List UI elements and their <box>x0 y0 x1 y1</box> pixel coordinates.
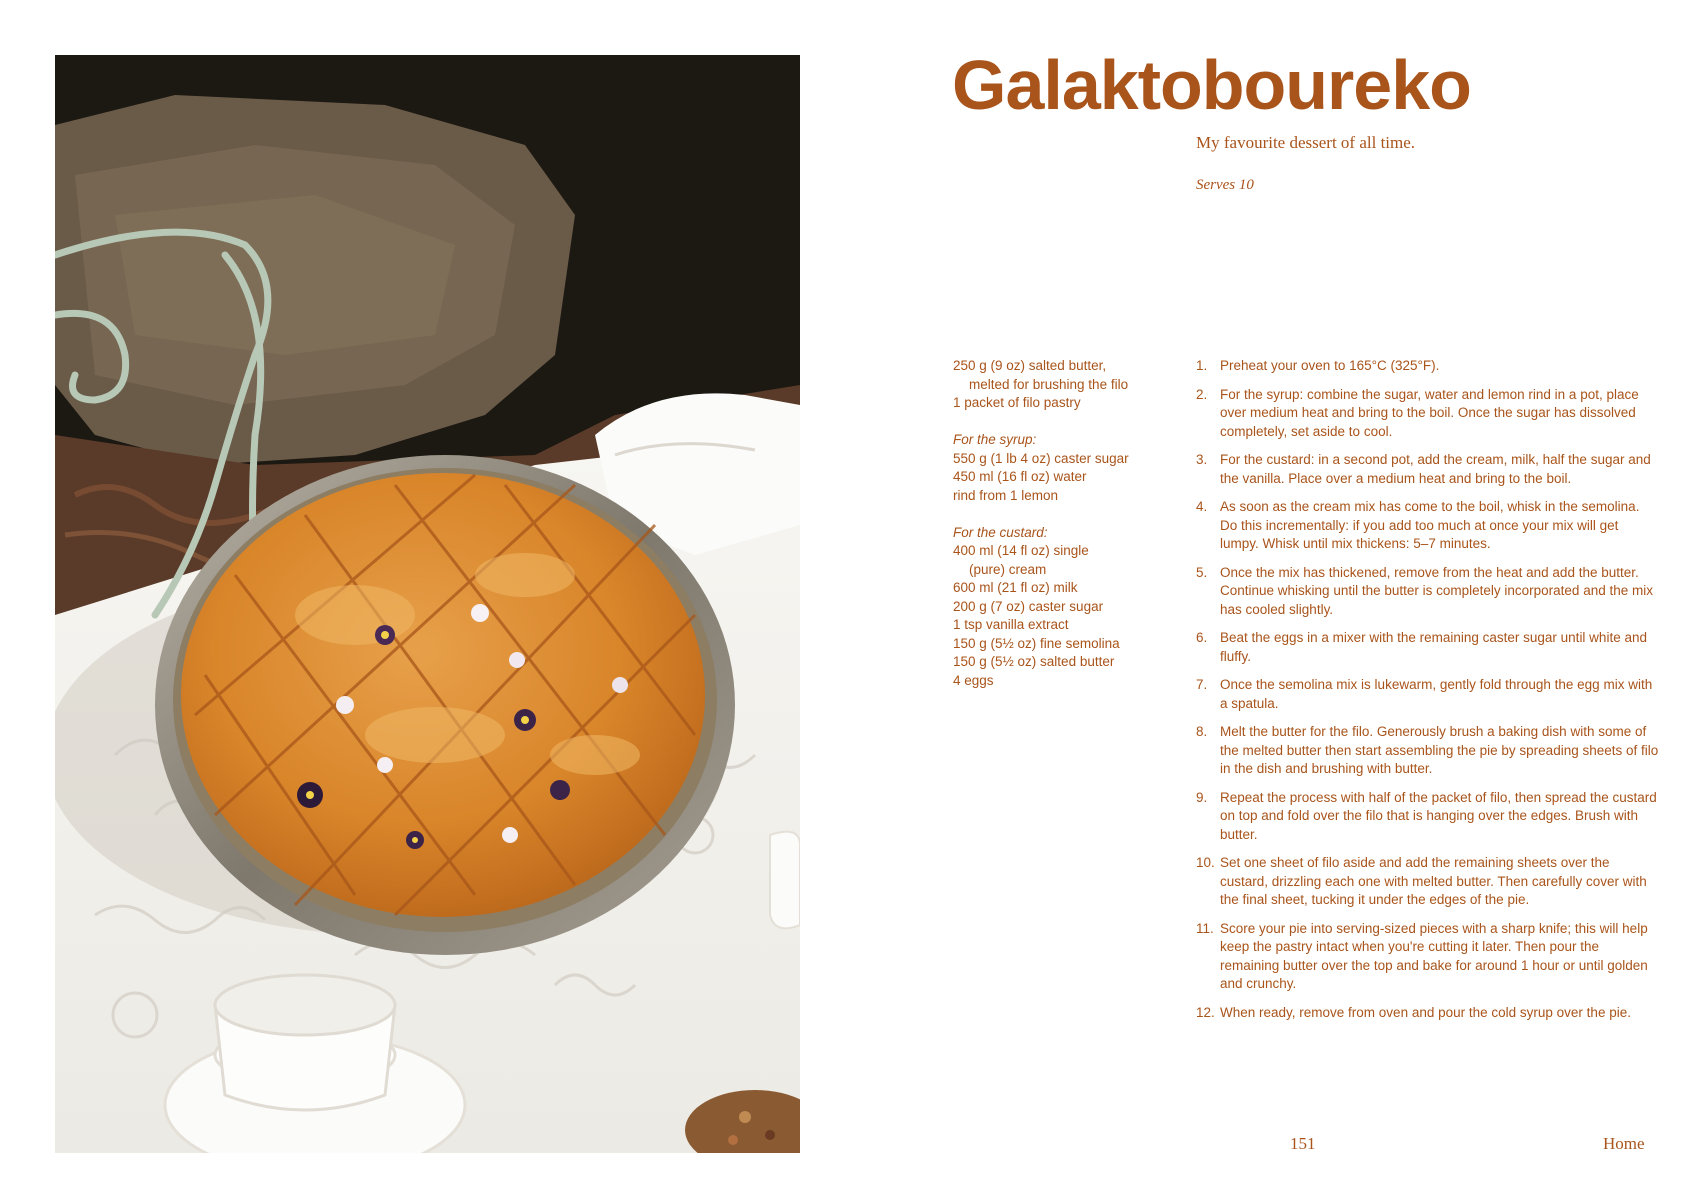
step-number: 2. <box>1196 386 1208 402</box>
pie-photo <box>55 55 800 1153</box>
method-step <box>1196 789 1660 845</box>
step-number: 7. <box>1196 677 1208 692</box>
step-number: 5. <box>1196 564 1208 580</box>
step-number: 6. <box>1196 630 1208 645</box>
step-text: Repeat the process with half of the packet of filo, then spread the custard on top and fold over the filo that is hanging over the edges. Brush with butter. <box>1220 789 1657 842</box>
ingredient-line: 150 g (5½ oz) salted butter <box>953 654 1115 669</box>
step-number: 11. <box>1196 920 1214 936</box>
step-number: 4. <box>1196 499 1208 514</box>
method-step <box>1196 386 1660 442</box>
ingredient-list <box>953 357 1173 709</box>
method-step <box>1196 629 1660 666</box>
page-number: 151 <box>1290 1134 1316 1153</box>
step-text: Set one sheet of filo aside and add the remaining sheets over the custard, drizzling each one with melted butter. Then carefully cover with the final sheet, tucking it under the edges of the pie. <box>1220 855 1647 907</box>
ingredient-line: (pure) cream <box>969 561 1047 577</box>
step-number: 10. <box>1196 855 1215 870</box>
ingredient-line: 200 g (7 oz) caster sugar <box>953 598 1104 614</box>
section-name: Home <box>1603 1134 1645 1153</box>
method-step <box>1196 723 1660 779</box>
step-number: 12. <box>1196 1004 1215 1020</box>
step-text: Beat the eggs in a mixer with the remaining caster sugar until white and fluffy. <box>1220 630 1647 664</box>
ingredient-line: 550 g (1 lb 4 oz) caster sugar <box>953 450 1129 466</box>
method-step <box>1196 920 1660 994</box>
ingredient-line: 4 eggs <box>953 672 994 688</box>
step-number: 1. <box>1196 358 1208 373</box>
ingredient-line: rind from 1 lemon <box>953 487 1059 503</box>
step-text: For the custard: in a second pot, add the cream, milk, half the sugar and the vanilla. Place over a medium heat and bring to the boil. <box>1220 452 1651 486</box>
ingredient-line: 450 ml (16 fl oz) water <box>953 469 1087 484</box>
method-step <box>1196 564 1660 620</box>
step-text: Preheat your oven to 165°C (325°F). <box>1220 358 1440 373</box>
step-text: Once the mix has thickened, remove from the heat and add the butter. Continue whisking until the butter is completely incorporated and the mix has cooled slightly. <box>1220 564 1653 617</box>
serves: Serves 10 <box>1196 177 1254 193</box>
step-text: As soon as the cream mix has come to the boil, whisk in the semolina. Do this incrementally: if you add too much at once your mix will get lumpy. Whisk until mix thickens: 5–7 minutes. <box>1220 499 1640 551</box>
step-text: Melt the butter for the filo. Generously brush a baking dish with some of the melted butter then start assembling the pie by spreading sheets of filo in the dish and brushing with butter. <box>1220 724 1659 776</box>
step-text: Once the semolina mix is lukewarm, gently fold through the egg mix with a spatula. <box>1220 677 1653 711</box>
ingredient-line: melted for brushing the filo <box>969 376 1129 392</box>
ingredient-line: 250 g (9 oz) salted butter, <box>953 358 1107 373</box>
step-text: When ready, remove from oven and pour the cold syrup over the pie. <box>1220 1004 1631 1020</box>
ingredient-line: 400 ml (14 fl oz) single <box>953 543 1089 558</box>
recipe-subtitle: My favourite dessert of all time. <box>1196 133 1416 152</box>
method-step <box>1196 357 1660 376</box>
ingredient-line: 1 packet of filo pastry <box>953 395 1081 410</box>
ingredient-line: 1 tsp vanilla extract <box>953 617 1069 632</box>
ingredient-group-base <box>953 357 1173 413</box>
ingredient-line: 600 ml (21 fl oz) milk <box>953 580 1078 595</box>
ingredient-heading: For the custard: <box>953 524 1048 540</box>
method-step <box>1196 676 1660 713</box>
ingredient-line: 150 g (5½ oz) fine semolina <box>953 635 1120 651</box>
step-number: 8. <box>1196 724 1208 739</box>
ingredient-heading: For the syrup: <box>953 432 1037 447</box>
method-step <box>1196 451 1660 488</box>
method-steps <box>1196 357 1660 1022</box>
method-step <box>1196 1004 1660 1023</box>
method-step <box>1196 854 1660 910</box>
method-step <box>1196 498 1660 554</box>
recipe-title: Galaktoboureko <box>952 46 1471 124</box>
step-text: Score your pie into serving-sized pieces with a sharp knife; this will help keep the pastry intact when you're cutting it later. Then pour the remaining butter over the top and bake for around 1 hour or until golden and crunchy. <box>1220 920 1648 991</box>
ingredient-group-custard <box>953 524 1173 691</box>
step-number: 3. <box>1196 452 1208 467</box>
ingredient-group-syrup <box>953 431 1173 505</box>
step-number: 9. <box>1196 789 1208 805</box>
step-text: For the syrup: combine the sugar, water and lemon rind in a pot, place over medium heat and bring to the boil. Once the sugar has dissolved completely, set aside to cool. <box>1220 386 1639 439</box>
